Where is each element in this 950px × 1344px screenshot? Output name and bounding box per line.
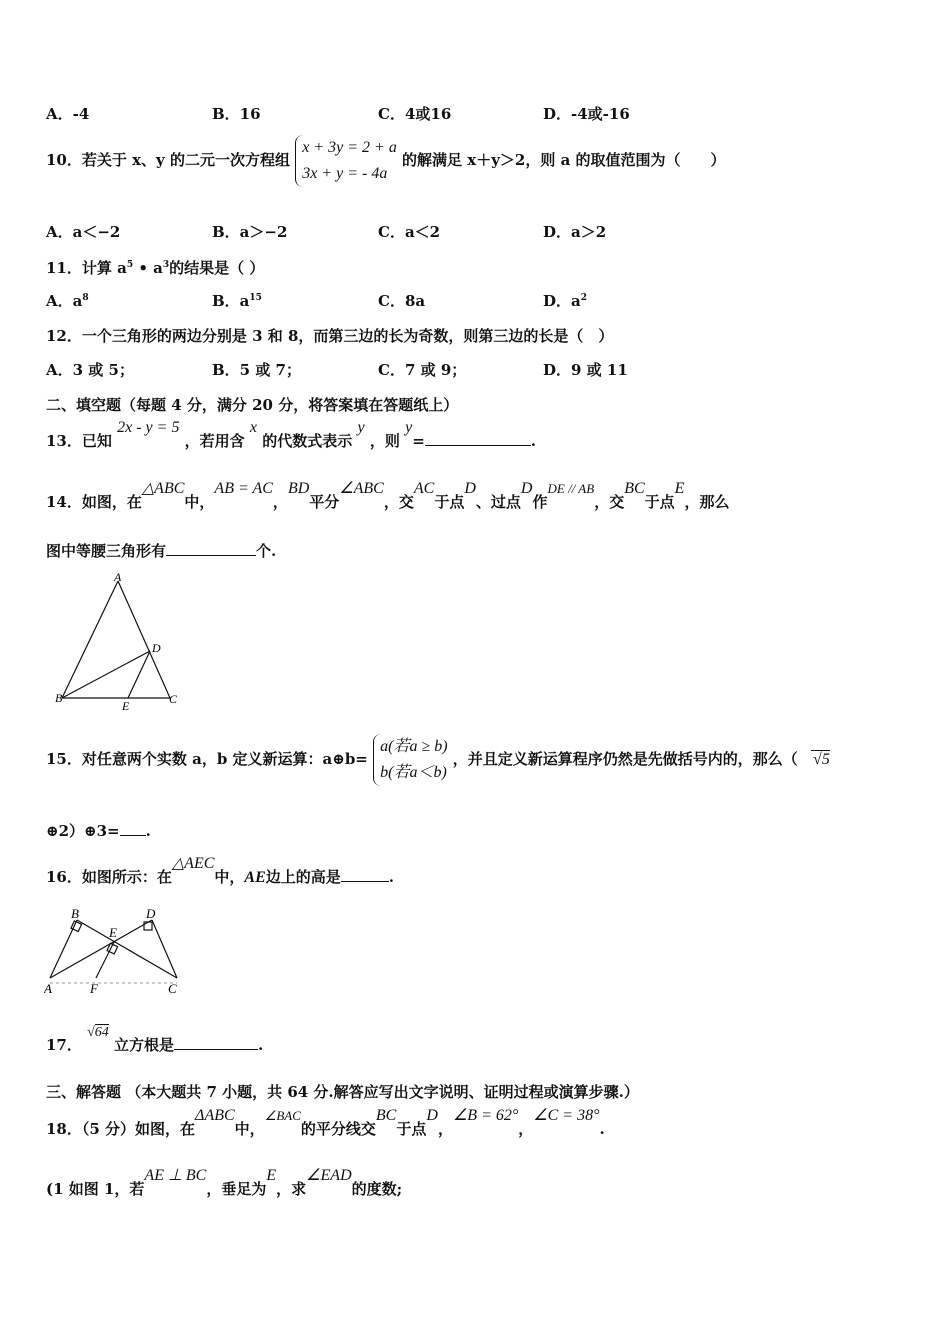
q11-exp1: 5 (126, 260, 134, 270)
q12-option-c: C．7 或 9； (378, 361, 467, 379)
q9-option-c: C．4或16 (378, 105, 452, 123)
question-13: 13．已知 2x - y = 5 ，若用含 x 的代数式表示 y ，则 y= . (46, 419, 537, 450)
question-12: 12．一个三角形的两边分别是 3 和 8，而第三边的长为奇数，则第三边的长是（ ） (46, 327, 614, 345)
q16-label-e: E (109, 925, 117, 940)
q13-answer-blank (425, 431, 531, 446)
q12-option-d: D．9 或 11 (543, 361, 628, 379)
q10-option-c: C．a＜2 (378, 223, 441, 241)
question-14-line2: 图中等腰三角形有 个. (46, 542, 277, 560)
question-14: 14．如图，在△ABC中，AB = AC，BD平分∠ABC，交AC于点D、过点D作DE // AB，交BC于点E，那么 (46, 480, 730, 511)
q9-option-d: D．-4或-16 (543, 105, 630, 123)
q14-triangle-figure (52, 568, 192, 713)
q10-option-b: B．a＞−2 (212, 223, 288, 241)
q16-triangle-figure (44, 905, 194, 997)
q17-answer-blank (174, 1035, 258, 1050)
q13-equation: 2x - y = 5 (117, 419, 180, 436)
q11-option-c: C．8a (378, 292, 426, 310)
q14-label-c: C (169, 692, 178, 706)
q14-label-a: A (114, 570, 122, 584)
q10-eq1: x + 3y = 2 + a (302, 139, 397, 156)
section-3-heading: 三、解答题 （本大题共 7 小题，共 64 分.解答应写出文字说明、证明过程或演算步骤.） (46, 1083, 639, 1101)
q10-equation-system (295, 135, 397, 187)
q15-answer-blank (120, 821, 146, 836)
q14-label-e: E (122, 699, 130, 713)
q16-answer-blank (341, 867, 389, 882)
question-15: 15．对任意两个实数 a，b 定义新运算：a⊕b= a(若a ≥ b) b(若a＜b) ，并且定义新运算程序仍然是先做括号内的，那么（ √5 (46, 734, 830, 786)
q11-option-d: D．$a^2$ (543, 292, 587, 310)
question-11 (46, 257, 264, 278)
q10-option-d: D．a＞2 (543, 223, 607, 241)
q11-text-b: • a (133, 259, 163, 277)
q11-option-b: B．$a^{15}$ (212, 292, 262, 310)
q15-piecewise: a(若a ≥ b) b(若a＜b) (373, 734, 447, 786)
section-2-heading: 二、填空题（每题 4 分，满分 20 分，将答案填在答题纸上） (46, 396, 459, 414)
q14-answer-blank (166, 541, 256, 556)
q9-option-b: B．16 (212, 105, 261, 123)
question-15-line2: ⊕2）⊕3= . (46, 822, 151, 840)
q17-sqrt: √64 (87, 1025, 109, 1040)
q11-option-a: A．$a^8$ (46, 292, 89, 310)
q16-label-a: A (44, 981, 52, 996)
q14-triangle: △ABC (141, 480, 185, 497)
question-10 (46, 135, 726, 187)
q11-text-c: 的结果是（ ） (169, 259, 265, 277)
q10-prefix: 10．若关于 x、y 的二元一次方程组 (46, 151, 290, 169)
q16-label-c: C (168, 981, 177, 996)
question-18-part-1: (1 如图 1，若AE ⊥ BC，垂足为E，求∠EAD的度数; (46, 1167, 403, 1198)
q10-suffix: 的解满足 x＋y＞2，则 a 的取值范围为（ ） (402, 151, 726, 169)
q11-exp2: 3 (162, 260, 170, 270)
q11-text-a: 11．计算 a (46, 259, 127, 277)
question-17: 17． √64 立方根是 . (46, 1025, 264, 1054)
q16-label-d: D (146, 906, 156, 921)
q10-option-a: A．a＜−2 (46, 223, 121, 241)
q14-label-b: B (55, 691, 63, 705)
q14-label-d: D (152, 641, 161, 655)
question-16: 16．如图所示：在△AEC中，AE边上的高是 . (46, 855, 395, 886)
q16-label-f: F (90, 981, 98, 996)
q12-option-b: B．5 或 7； (212, 361, 301, 379)
q9-option-a: A．-4 (46, 105, 90, 123)
q15-sqrt: √5 (813, 751, 830, 768)
q10-eq2: 3x + y = - 4a (302, 165, 388, 182)
q16-label-b: B (71, 906, 79, 921)
q12-option-a: A．3 或 5； (46, 361, 134, 379)
question-18: 18．（5 分）如图，在ΔABC中，∠BAC的平分线交BC于点D，∠B = 62°，∠C = 38°. (46, 1107, 605, 1138)
